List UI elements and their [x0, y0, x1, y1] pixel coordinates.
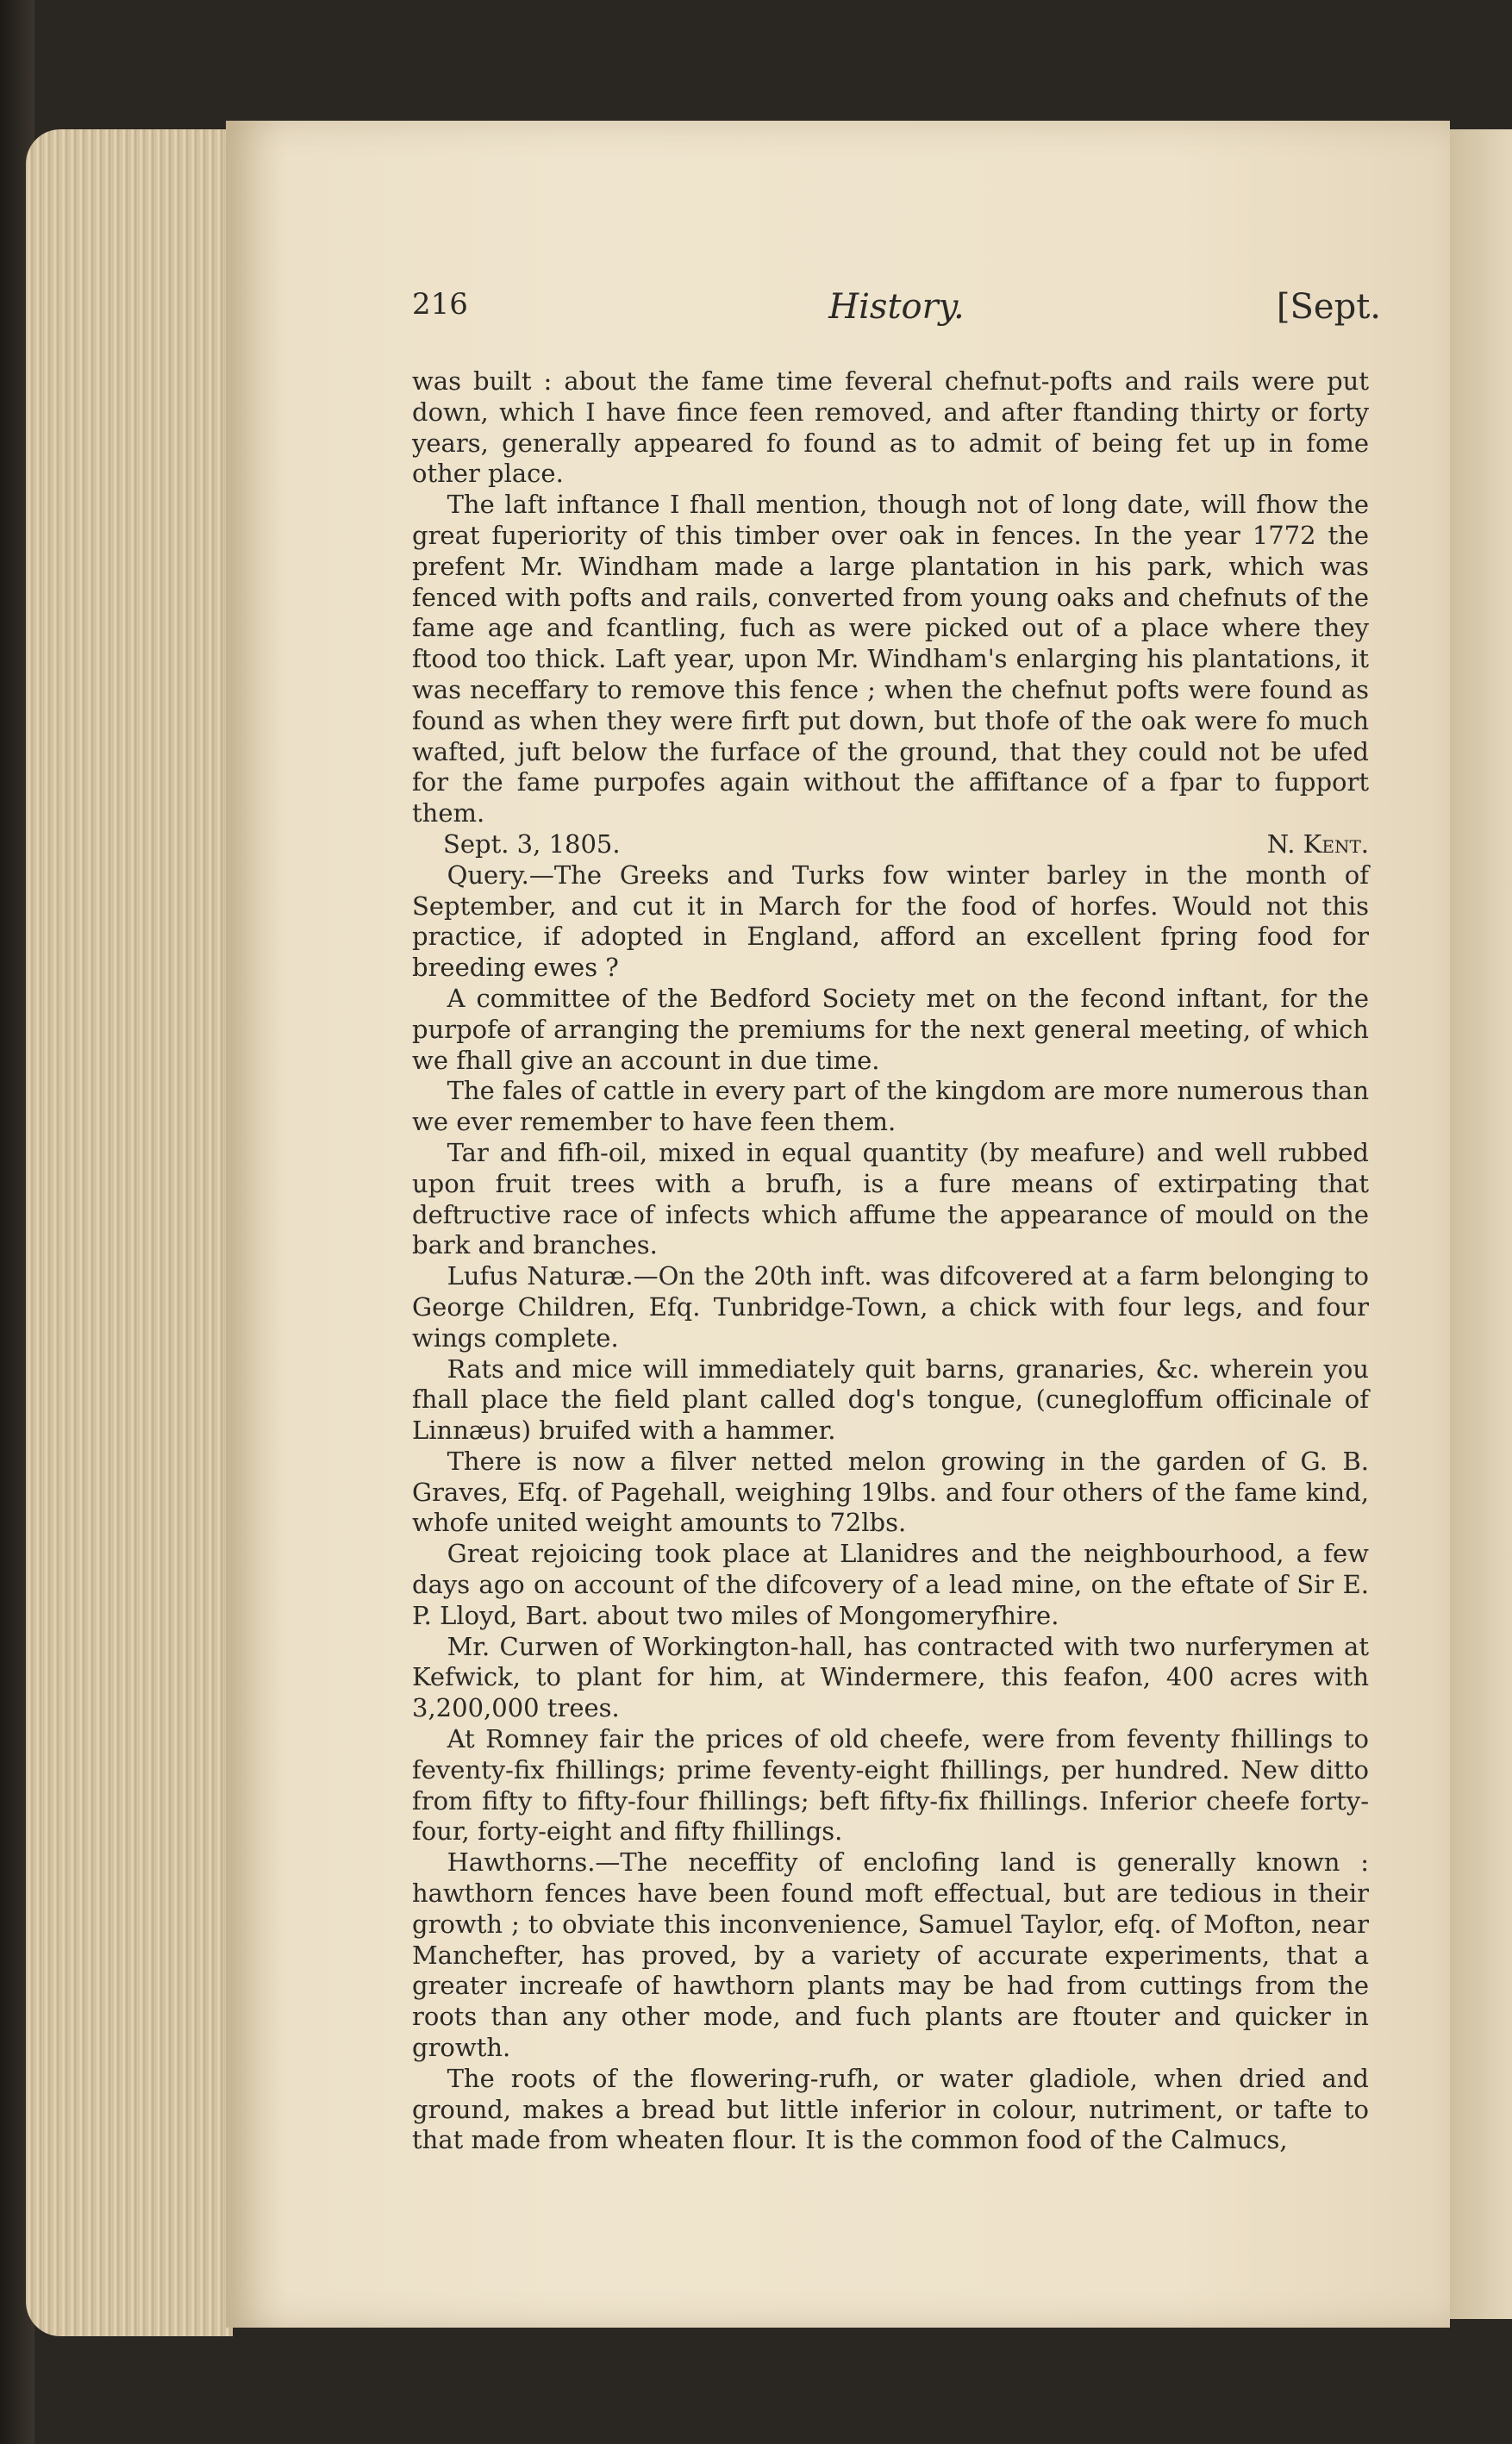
page-number: 216: [412, 287, 468, 322]
paragraph: The laft inftance I fhall mention, though not of long date, will fhow the great fuperiority of this timber over oak in fences. In the year 1772 the prefent Mr. Windham made a large plantation in his park, which was fenced with pofts and rails, converted from young oaks and chefnuts of the fame age and fcantling, fuch as were picked out of a place where they ftood too thick. Laft year, upon Mr. Windham's enlarging his plantations, it was neceffary to remove this fence ; when the chefnut pofts were found as found as when they were firft put down, but thofe of the oak were fo much wafted, juft below the furface of the ground, that they could not be ufed for the fame purpofes again without the affiftance of a fpar to fupport them.: [412, 490, 1369, 828]
paragraph: Lufus Naturæ.—On the 20th inft. was difcovered at a farm belonging to George Children, Efq. Tunbridge-Town, a chick with four legs, and four wings complete.: [412, 1261, 1369, 1353]
paragraph: Hawthorns.—The neceffity of enclofing land is generally known : hawthorn fences have been found moft effectual, but are tedious in their growth ; to obviate this inconvenience, Samuel Taylor, efq. of Mofton, near Manchefter, has proved, by a variety of accurate experiments, that a greater increafe of hawthorn plants may be had from cuttings from the roots than any other mode, and fuch plants are ftouter and quicker in growth.: [412, 1847, 1369, 2063]
running-head-month: [Sept.: [1276, 287, 1381, 327]
paragraph: Rats and mice will immediately quit barns, granaries, &c. wherein you fhall place the field plant called dog's tongue, (cunegloffum officinale of Linnæus) bruifed with a hammer.: [412, 1353, 1369, 1446]
paragraph: At Romney fair the prices of old cheefe, were from feventy fhillings to feventy-fix fhillings; prime feventy-eight fhillings, per hundred. New ditto from fifty to fifty-four fhillings; beft fifty-fix fhillings. Inferior cheefe forty-four, forty-eight and fifty fhillings.: [412, 1724, 1369, 1847]
paragraph: A committee of the Bedford Society met on the fecond inftant, for the purpofe of arranging the premiums for the next general meeting, of which we fhall give an account in due time.: [412, 983, 1369, 1075]
page-edges: [26, 129, 233, 2336]
body-text: [412, 366, 1369, 2156]
page-title: History.: [828, 287, 965, 327]
paragraph: There is now a filver netted melon growing in the garden of G. B. Graves, Efq. of Pagehall, weighing 19lbs. and four others of the fame kind, whofe united weight amounts to 72lbs.: [412, 1446, 1369, 1538]
paragraph: Tar and fifh-oil, mixed in equal quantity (by meafure) and well rubbed upon fruit trees with a brufh, is a fure means of extirpating that deftructive race of infects which affume the appearance of mould on the bark and branches.: [412, 1137, 1369, 1260]
paragraph: The roots of the flowering-rufh, or water gladiole, when dried and ground, makes a bread but little inferior in colour, nutriment, or tafte to that made from wheaten flour. It is the common food of the Calmucs,: [412, 2063, 1369, 2155]
paragraph: Query.—The Greeks and Turks fow winter barley in the month of September, and cut it in March for the food of horfes. Would not this practice, if adopted in England, afford an excellent fpring food for breeding ewes ?: [412, 859, 1369, 983]
facing-page-edge: [1450, 129, 1512, 2319]
running-head: [412, 287, 1381, 339]
signature-line: [412, 829, 1369, 860]
paragraph: Great rejoicing took place at Llanidres and the neighbourhood, a few days ago on account of the difcovery of a lead mine, on the eftate of Sir E. P. Lloyd, Bart. about two miles of Mongomeryfhire.: [412, 1539, 1369, 1630]
signature-date: Sept. 3, 1805.: [443, 828, 621, 859]
paragraph: was built : about the fame time feveral chefnut-pofts and rails were put down, which I have fince feen removed, and after ftanding thirty or forty years, generally appeared fo found as to admit of being fet up in fome other place.: [412, 366, 1369, 489]
paragraph: Mr. Curwen of Workington-hall, has contracted with two nurferymen at Kefwick, to plant for him, at Windermere, this feafon, 400 acres with 3,200,000 trees.: [412, 1631, 1369, 1723]
paragraph: The fales of cattle in every part of the kingdom are more numerous than we ever remember to have feen them.: [412, 1076, 1369, 1137]
signature-name: N. Kent.: [1266, 828, 1369, 859]
